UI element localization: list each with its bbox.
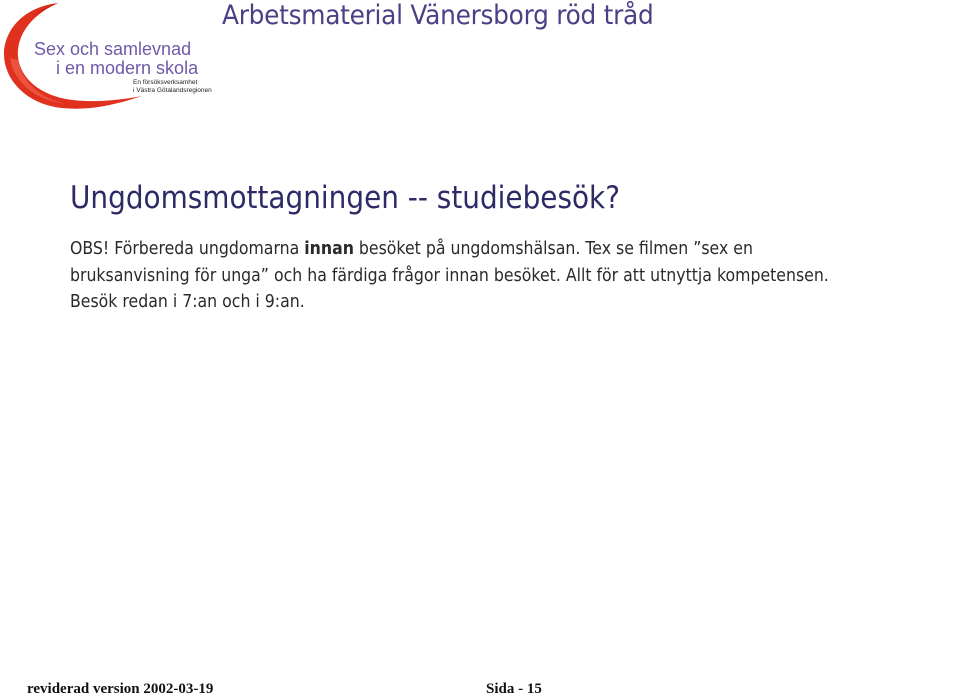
footer-revision: reviderad version 2002-03-19 [27, 681, 214, 697]
paragraph-line-1 [70, 236, 957, 263]
logo-subtext-line2: i Västra Götalandsregionen [133, 87, 212, 94]
body-paragraph [70, 236, 957, 316]
paragraph-line-3: Besök redan i 7:an och i 9:an. [70, 292, 305, 312]
logo-text-line2: i en modern skola [56, 58, 199, 78]
header-title: Arbetsmaterial Vänersborg röd tråd [222, 0, 654, 31]
page-title: Ungdomsmottagningen -- studiebesök? [70, 180, 621, 216]
logo [0, 0, 225, 115]
paragraph-line-2: bruksanvisning för unga” och ha färdiga frågor innan besöket. Allt för att utnyttja kompetensen. [70, 265, 829, 286]
paragraph-emphasis: innan [304, 239, 354, 259]
footer-page-number: Sida - 15 [486, 681, 542, 697]
paragraph-text: OBS! Förbereda ungdomarna [70, 239, 305, 259]
paragraph-text: besöket på ungdomshälsan. Tex se filmen ”sex en [353, 239, 753, 259]
logo-text-line1: Sex och samlevnad [34, 39, 192, 59]
logo-subtext-line1: En försöksverksamhet [133, 79, 198, 86]
